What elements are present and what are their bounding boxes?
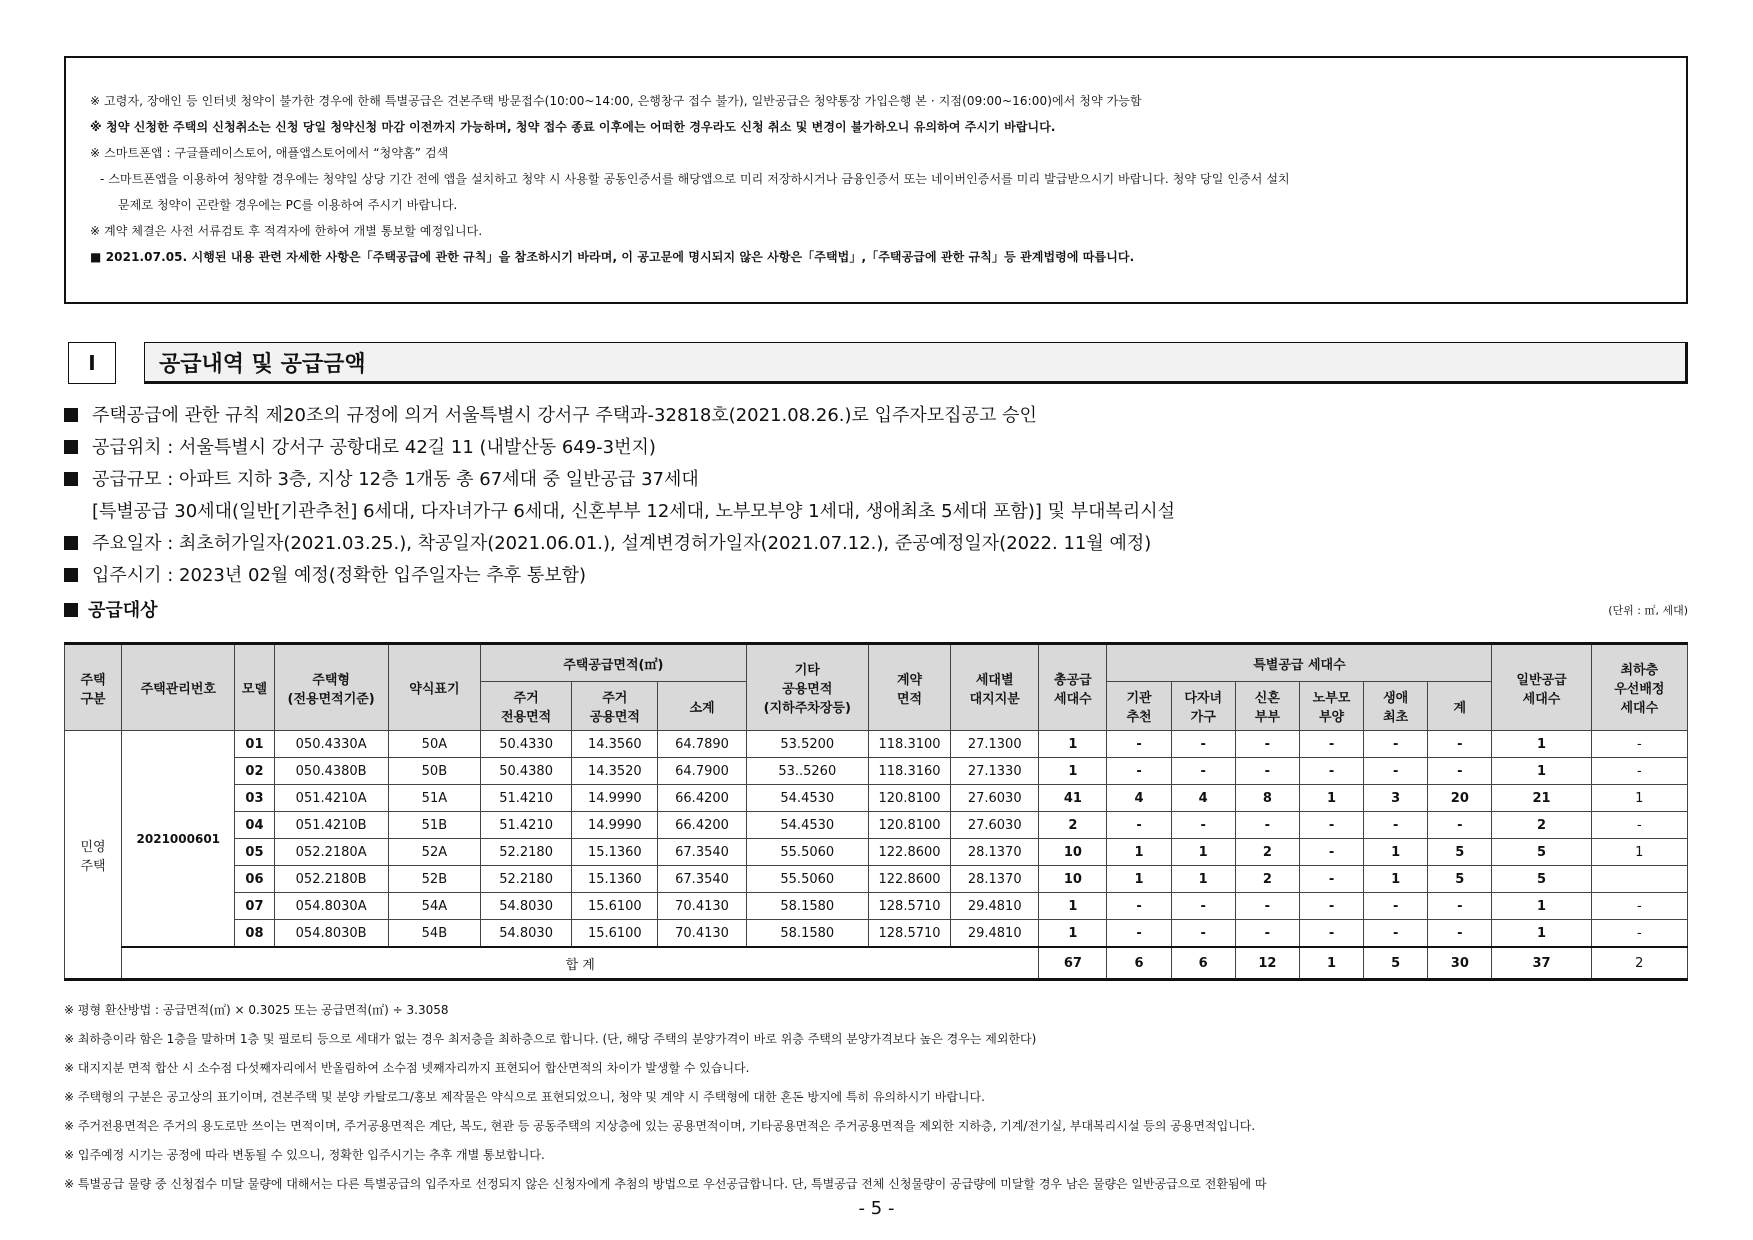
table-cell: 15.1360 bbox=[572, 839, 658, 866]
info-item: 입주시기 : 2023년 02월 예정(정확한 입주일자는 추후 통보함) bbox=[64, 560, 1688, 592]
table-cell: - bbox=[1171, 731, 1235, 758]
table-row bbox=[65, 812, 1688, 839]
table-cell: 5 bbox=[1428, 839, 1492, 866]
table-cell: 10 bbox=[1039, 839, 1107, 866]
footnote: ※ 주택형의 구분은 공고상의 표기이며, 견본주택 및 분양 카탈로그/홍보 제작물은 약식으로 표현되었으니, 청약 및 계약 시 주택형에 대한 혼돈 방지에 특히 유의하시기 바랍니다. bbox=[64, 1090, 985, 1104]
table-cell: 21 bbox=[1492, 785, 1591, 812]
table-cell: 5 bbox=[1492, 839, 1591, 866]
table-cell: 1 bbox=[1492, 731, 1591, 758]
table-cell: 28.1370 bbox=[951, 866, 1039, 893]
square-bullet-icon bbox=[64, 536, 78, 550]
table-cell: - bbox=[1364, 893, 1428, 920]
notice-box bbox=[64, 56, 1688, 304]
table-cell: 58.1580 bbox=[746, 893, 868, 920]
square-bullet-icon bbox=[64, 440, 78, 454]
total-cell: 6 bbox=[1107, 947, 1171, 980]
table-cell: 1 bbox=[1591, 839, 1687, 866]
table-cell: 120.8100 bbox=[868, 785, 950, 812]
table-cell: 5 bbox=[1492, 866, 1591, 893]
target-title: 공급대상 bbox=[64, 596, 1688, 622]
table-cell: 1 bbox=[1364, 839, 1428, 866]
table-cell: 1 bbox=[1039, 893, 1107, 920]
table-cell: - bbox=[1107, 731, 1171, 758]
table-cell: 4 bbox=[1107, 785, 1171, 812]
table-cell: 1 bbox=[1039, 758, 1107, 785]
table-cell: 70.4130 bbox=[658, 920, 746, 948]
table-cell: 1 bbox=[1492, 758, 1591, 785]
square-bullet-icon bbox=[64, 568, 78, 582]
notice-line: ※ 계약 체결은 사전 서류검토 후 적격자에 한하여 개별 통보할 예정입니다. bbox=[90, 224, 483, 238]
table-cell: 14.9990 bbox=[572, 785, 658, 812]
info-item: 공급위치 : 서울특별시 강서구 공항대로 42길 11 (내발산동 649-3번지) bbox=[64, 432, 1688, 464]
table-cell: 54B bbox=[388, 920, 480, 948]
table-cell: 01 bbox=[235, 731, 274, 758]
th-sum: 계 bbox=[1428, 682, 1492, 731]
table-cell: 51.4210 bbox=[481, 812, 572, 839]
table-cell: 118.3160 bbox=[868, 758, 950, 785]
table-cell: - bbox=[1428, 893, 1492, 920]
table-cell: - bbox=[1235, 758, 1299, 785]
table-cell: 054.8030B bbox=[274, 920, 388, 948]
table-cell: 1 bbox=[1039, 731, 1107, 758]
table-cell: 52B bbox=[388, 866, 480, 893]
table-cell: 118.3100 bbox=[868, 731, 950, 758]
table-cell: 02 bbox=[235, 758, 274, 785]
table-cell: - bbox=[1107, 920, 1171, 948]
table-cell: 50.4330 bbox=[481, 731, 572, 758]
table-cell: 64.7900 bbox=[658, 758, 746, 785]
table-cell: 128.5710 bbox=[868, 893, 950, 920]
table-cell: 1 bbox=[1171, 866, 1235, 893]
table-cell: - bbox=[1171, 893, 1235, 920]
table-cell: - bbox=[1299, 812, 1363, 839]
th-elderly: 노부모 부양 bbox=[1299, 682, 1363, 731]
th-first-time: 생애 최초 bbox=[1364, 682, 1428, 731]
notice-line: ■ 2021.07.05. 시행된 내용 관련 자세한 사항은「주택공급에 관한 규칙」을 참조하시기 바라며, 이 공고문에 명시되지 않은 사항은「주택법」,「주택공급에 관한 규칙」등 관계법령에 따릅니다. bbox=[90, 250, 1135, 264]
table-cell: 66.4200 bbox=[658, 785, 746, 812]
th-land-share: 세대별 대지지분 bbox=[951, 644, 1039, 731]
footnote: ※ 최하층이라 함은 1층을 말하며 1층 및 필로티 등으로 세대가 없는 경우 최저층을 최하층으로 합니다. (단, 해당 주택의 분양가격이 바로 위층 주택의 분양가격보다 높은 경우는 제외한다) bbox=[64, 1032, 1037, 1046]
table-cell: - bbox=[1107, 893, 1171, 920]
table-cell: - bbox=[1428, 731, 1492, 758]
section-title: 공급내역 및 공급금액 bbox=[144, 342, 1688, 384]
table-cell: 15.1360 bbox=[572, 866, 658, 893]
square-bullet-icon bbox=[64, 408, 78, 422]
table-cell: 050.4330A bbox=[274, 731, 388, 758]
table-cell: 3 bbox=[1364, 785, 1428, 812]
table-cell: 06 bbox=[235, 866, 274, 893]
table-cell: 52.2180 bbox=[481, 866, 572, 893]
table-row bbox=[65, 839, 1688, 866]
table-cell: 52A bbox=[388, 839, 480, 866]
table-cell: 2 bbox=[1492, 812, 1591, 839]
th-common: 주거 공용면적 bbox=[572, 682, 658, 731]
table-cell: 51B bbox=[388, 812, 480, 839]
table-cell: - bbox=[1235, 812, 1299, 839]
th-agency: 기관 추천 bbox=[1107, 682, 1171, 731]
table-total-row bbox=[65, 947, 1688, 980]
footnote: ※ 입주예정 시기는 공정에 따라 변동될 수 있으니, 정확한 입주시기는 추후 개별 통보합니다. bbox=[64, 1148, 545, 1162]
total-label: 합 계 bbox=[122, 947, 1039, 980]
table-cell: 1 bbox=[1364, 866, 1428, 893]
notice-line: ※ 스마트폰앱 : 구글플레이스토어, 애플앱스토어에서 “청약홈” 검색 bbox=[90, 146, 449, 160]
table-cell: 050.4380B bbox=[274, 758, 388, 785]
square-bullet-icon bbox=[64, 603, 78, 617]
table-cell: - bbox=[1591, 920, 1687, 948]
table-cell: 122.8600 bbox=[868, 866, 950, 893]
table-cell: 50.4380 bbox=[481, 758, 572, 785]
table-cell: 29.4810 bbox=[951, 920, 1039, 948]
square-bullet-icon bbox=[64, 472, 78, 486]
table-cell: 1 bbox=[1171, 839, 1235, 866]
table-cell bbox=[1591, 866, 1687, 893]
table-cell: 55.5060 bbox=[746, 839, 868, 866]
th-subtotal: 소계 bbox=[658, 682, 746, 731]
th-general: 일반공급 세대수 bbox=[1492, 644, 1591, 731]
table-cell: 1 bbox=[1107, 839, 1171, 866]
table-cell: 27.1300 bbox=[951, 731, 1039, 758]
info-item: 주요일자 : 최초허가일자(2021.03.25.), 착공일자(2021.06.01.), 설계변경허가일자(2021.07.12.), 준공예정일자(2022. 11월 예정) bbox=[64, 528, 1688, 560]
footnote: ※ 대지지분 면적 합산 시 소수점 다섯째자리에서 반올림하여 소수점 넷째자리까지 표현되어 합산면적의 차이가 발생할 수 있습니다. bbox=[64, 1061, 750, 1075]
table-cell: 54.8030 bbox=[481, 920, 572, 948]
table-cell: 05 bbox=[235, 839, 274, 866]
table-cell: 051.4210B bbox=[274, 812, 388, 839]
table-cell: 54.4530 bbox=[746, 785, 868, 812]
info-item-continuation: [특별공급 30세대(일반[기관추천] 6세대, 다자녀가구 6세대, 신혼부부 12세대, 노부모부양 1세대, 생애최초 5세대 포함)] 및 부대복리시설 bbox=[92, 501, 1176, 522]
table-cell: 53.5200 bbox=[746, 731, 868, 758]
table-cell: 67.3540 bbox=[658, 839, 746, 866]
footnote: ※ 평형 환산방법 : 공급면적(㎡) × 0.3025 또는 공급면적(㎡) ÷ 3.3058 bbox=[64, 1003, 449, 1017]
target-header bbox=[64, 596, 1688, 624]
table-cell: - bbox=[1428, 758, 1492, 785]
table-cell: - bbox=[1235, 920, 1299, 948]
table-cell: 55.5060 bbox=[746, 866, 868, 893]
table-cell: 50A bbox=[388, 731, 480, 758]
table-cell: 04 bbox=[235, 812, 274, 839]
notice-line: 문제로 청약이 곤란할 경우에는 PC를 이용하여 주시기 바랍니다. bbox=[118, 198, 458, 212]
table-cell: - bbox=[1299, 758, 1363, 785]
table-cell: - bbox=[1107, 758, 1171, 785]
th-mgmt-no: 주택관리번호 bbox=[122, 644, 235, 731]
total-cell: 1 bbox=[1299, 947, 1363, 980]
table-row bbox=[65, 785, 1688, 812]
table-cell: - bbox=[1299, 893, 1363, 920]
section-number: I bbox=[68, 342, 116, 384]
table-cell: 1 bbox=[1299, 785, 1363, 812]
th-house-type: 주택형 (전용면적기준) bbox=[274, 644, 388, 731]
table-cell: 67.3540 bbox=[658, 866, 746, 893]
table-cell: - bbox=[1428, 920, 1492, 948]
table-cell: 53..5260 bbox=[746, 758, 868, 785]
table-row bbox=[65, 920, 1688, 948]
table-cell: 122.8600 bbox=[868, 839, 950, 866]
table-cell: - bbox=[1171, 920, 1235, 948]
table-cell: - bbox=[1591, 731, 1687, 758]
th-special: 특별공급 세대수 bbox=[1107, 644, 1492, 682]
th-lowest-floor: 최하층 우선배정 세대수 bbox=[1591, 644, 1687, 731]
total-cell: 2 bbox=[1591, 947, 1687, 980]
table-cell: 1 bbox=[1492, 893, 1591, 920]
total-cell: 12 bbox=[1235, 947, 1299, 980]
footnote: ※ 특별공급 물량 중 신청접수 미달 물량에 대해서는 다른 특별공급의 입주자로 선정되지 않은 신청자에게 추첨의 방법으로 우선공급합니다. 단, 특별공급 전체 신청물량이 공급량에 미달할 경우 남은 물량은 일반공급으로 전환됨에 따 bbox=[64, 1177, 1267, 1191]
footnote: ※ 주거전용면적은 주거의 용도로만 쓰이는 면적이며, 주거공용면적은 계단, 복도, 현관 등 공동주택의 지상층에 있는 공용면적이며, 기타공용면적은 주거공용면적을 제외한 지하층, 기계/전기실, 부대복리시설 등의 공용면적입니다. bbox=[64, 1119, 1256, 1133]
info-list bbox=[64, 400, 1688, 592]
table-cell: - bbox=[1171, 758, 1235, 785]
table-cell: - bbox=[1591, 758, 1687, 785]
total-cell: 30 bbox=[1428, 947, 1492, 980]
table-cell: 14.9990 bbox=[572, 812, 658, 839]
th-newlywed: 신혼 부부 bbox=[1235, 682, 1299, 731]
page-number: - 5 - bbox=[858, 1198, 895, 1219]
table-cell: 14.3560 bbox=[572, 731, 658, 758]
table-cell: 128.5710 bbox=[868, 920, 950, 948]
table-row bbox=[65, 758, 1688, 785]
table-cell: - bbox=[1364, 812, 1428, 839]
table-cell: - bbox=[1235, 893, 1299, 920]
cell-housing-group: 민영 주택 bbox=[65, 731, 122, 980]
table-cell: 1 bbox=[1107, 866, 1171, 893]
table-cell: 14.3520 bbox=[572, 758, 658, 785]
info-item: 주택공급에 관한 규칙 제20조의 규정에 의거 서울특별시 강서구 주택과-32818호(2021.08.26.)로 입주자모집공고 승인 bbox=[64, 400, 1688, 432]
table-cell: 2 bbox=[1235, 839, 1299, 866]
table-cell: 10 bbox=[1039, 866, 1107, 893]
section-header bbox=[64, 342, 1688, 386]
th-total-supply: 총공급 세대수 bbox=[1039, 644, 1107, 731]
table-cell: 8 bbox=[1235, 785, 1299, 812]
table-cell: 54.8030 bbox=[481, 893, 572, 920]
table-cell: 07 bbox=[235, 893, 274, 920]
table-row bbox=[65, 893, 1688, 920]
th-supply-area: 주택공급면적(㎡) bbox=[481, 644, 747, 682]
table-cell: 70.4130 bbox=[658, 893, 746, 920]
total-cell: 6 bbox=[1171, 947, 1235, 980]
table-cell: 27.6030 bbox=[951, 785, 1039, 812]
table-cell: 052.2180B bbox=[274, 866, 388, 893]
table-cell: 08 bbox=[235, 920, 274, 948]
table-cell: 5 bbox=[1428, 866, 1492, 893]
table-cell: 15.6100 bbox=[572, 893, 658, 920]
th-housing-type: 주택 구분 bbox=[65, 644, 122, 731]
table-cell: - bbox=[1107, 812, 1171, 839]
notice-line: ※ 고령자, 장애인 등 인터넷 청약이 불가한 경우에 한해 특별공급은 견본주택 방문접수(10:00~14:00, 은행창구 접수 불가), 일반공급은 청약통장 가입은행 본 · 지점(09:00~16:00)에서 청약 가능함 bbox=[90, 94, 1142, 108]
table-cell: - bbox=[1364, 731, 1428, 758]
table-cell: 052.2180A bbox=[274, 839, 388, 866]
th-exclusive: 주거 전용면적 bbox=[481, 682, 572, 731]
total-cell: 37 bbox=[1492, 947, 1591, 980]
notice-line: - 스마트폰앱을 이용하여 청약할 경우에는 청약일 상당 기간 전에 앱을 설치하고 청약 시 사용할 공동인증서를 해당앱으로 미리 저장하시거나 금융인증서 또는 네이버인증서를 미리 발급받으시기 바랍니다. 청약 당일 인증서 설치 bbox=[100, 172, 1290, 186]
table-cell: 58.1580 bbox=[746, 920, 868, 948]
table-row bbox=[65, 866, 1688, 893]
table-cell: 1 bbox=[1492, 920, 1591, 948]
table-cell: 051.4210A bbox=[274, 785, 388, 812]
total-cell: 5 bbox=[1364, 947, 1428, 980]
table-cell: - bbox=[1591, 893, 1687, 920]
th-model: 모델 bbox=[235, 644, 274, 731]
info-item: 공급규모 : 아파트 지하 3층, 지상 12층 1개동 총 67세대 중 일반공급 37세대 bbox=[64, 464, 1688, 496]
table-cell: - bbox=[1171, 812, 1235, 839]
table-cell: 50B bbox=[388, 758, 480, 785]
footnotes bbox=[64, 996, 1704, 1199]
table-cell: 2 bbox=[1235, 866, 1299, 893]
table-cell: 03 bbox=[235, 785, 274, 812]
unit-note: (단위 : ㎡, 세대) bbox=[1608, 604, 1688, 617]
table-cell: - bbox=[1299, 731, 1363, 758]
notice-line: ※ 청약 신청한 주택의 신청취소는 신청 당일 청약신청 마감 이전까지 가능하며, 청약 접수 종료 이후에는 어떠한 경우라도 신청 취소 및 변경이 불가하오니 유의하여 주시기 바랍니다. bbox=[90, 120, 1056, 134]
table-row bbox=[65, 731, 1688, 758]
table-cell: 1 bbox=[1039, 920, 1107, 948]
supply-table bbox=[64, 642, 1688, 981]
table-cell: - bbox=[1299, 839, 1363, 866]
table-cell: 52.2180 bbox=[481, 839, 572, 866]
table-cell: 41 bbox=[1039, 785, 1107, 812]
table-cell: 54A bbox=[388, 893, 480, 920]
table-cell: 28.1370 bbox=[951, 839, 1039, 866]
table-cell: 054.8030A bbox=[274, 893, 388, 920]
table-cell: 4 bbox=[1171, 785, 1235, 812]
table-cell: 54.4530 bbox=[746, 812, 868, 839]
table-cell: 66.4200 bbox=[658, 812, 746, 839]
table-cell: 29.4810 bbox=[951, 893, 1039, 920]
table-cell: 1 bbox=[1591, 785, 1687, 812]
table-cell: - bbox=[1364, 920, 1428, 948]
table-cell: - bbox=[1299, 866, 1363, 893]
total-cell: 67 bbox=[1039, 947, 1107, 980]
table-cell: 15.6100 bbox=[572, 920, 658, 948]
cell-mgmt-number: 2021000601 bbox=[122, 731, 235, 948]
table-cell: 64.7890 bbox=[658, 731, 746, 758]
table-cell: - bbox=[1299, 920, 1363, 948]
table-cell: 120.8100 bbox=[868, 812, 950, 839]
table-cell: 20 bbox=[1428, 785, 1492, 812]
th-other-common: 기타 공용면적 (지하주차장등) bbox=[746, 644, 868, 731]
th-abbr: 약식표기 bbox=[388, 644, 480, 731]
table-cell: 2 bbox=[1039, 812, 1107, 839]
th-contract-area: 계약 면적 bbox=[868, 644, 950, 731]
table-cell: - bbox=[1428, 812, 1492, 839]
th-multi-child: 다자녀 가구 bbox=[1171, 682, 1235, 731]
table-cell: 51.4210 bbox=[481, 785, 572, 812]
table-cell: - bbox=[1364, 758, 1428, 785]
table-cell: - bbox=[1235, 731, 1299, 758]
table-cell: 27.1330 bbox=[951, 758, 1039, 785]
table-cell: 27.6030 bbox=[951, 812, 1039, 839]
table-cell: 51A bbox=[388, 785, 480, 812]
table-cell: - bbox=[1591, 812, 1687, 839]
